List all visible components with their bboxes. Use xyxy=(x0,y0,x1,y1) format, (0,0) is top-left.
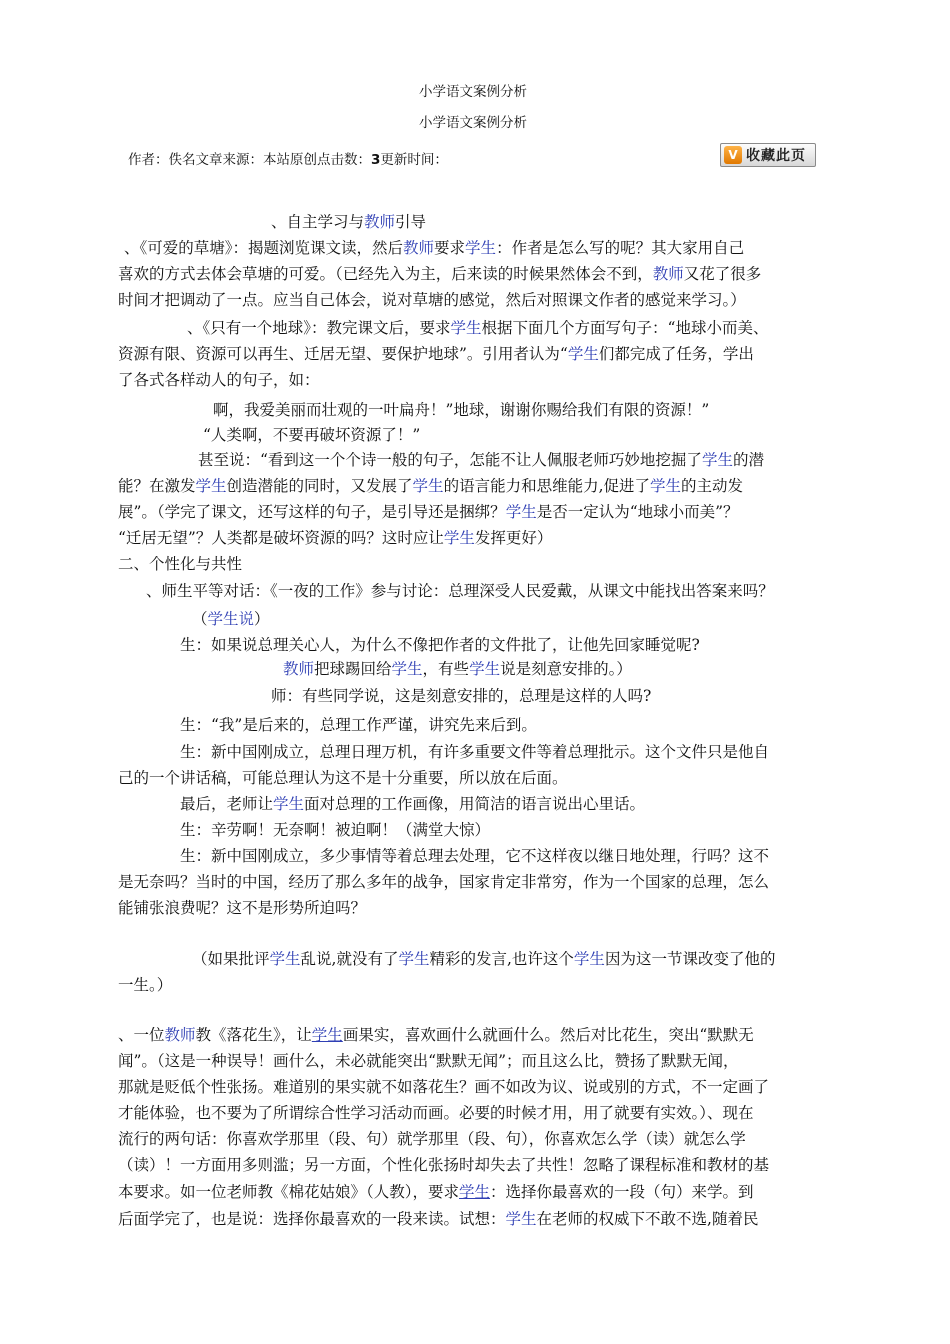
paragraph-line: 那就是贬低个性张扬。难道别的果实就不如落花生？画不如改为议、说或别的方式，不一定画了 xyxy=(118,1078,770,1096)
paragraph-line: 喜欢的方式去体会草塘的可爱。（已经先入为主，后来读的时候果然体会不到，教师又花了很多 xyxy=(118,265,762,283)
keyword-student: 学生 xyxy=(412,477,444,495)
keyword-student: 学生 xyxy=(567,345,599,363)
dialogue-line: 能铺张浪费呢？这不是形势所迫吗？ xyxy=(118,899,367,917)
quote-line: “人类啊，不要再破坏资源了！” xyxy=(203,426,421,444)
heading-text: 、自主学习与 xyxy=(271,213,365,231)
dialogue-line: 生：新中国刚成立，总理日理万机，有许多重要文件等着总理批示。这个文件只是他自 xyxy=(180,743,770,761)
dialogue-line: 生：辛劳啊！无奈啊！被迫啊！（满堂大惊） xyxy=(180,821,491,839)
paragraph-line: 、《只有一个地球》：教完课文后，要求学生根据下面几个方面写句子：“地球小而美、 xyxy=(187,319,769,337)
keyword-student: 学生 xyxy=(650,477,682,495)
paragraph-line: 时间才把调动了一点。应当自己体会，说对草塘的感觉，然后对照课文作者的感觉来学习。） xyxy=(118,291,746,309)
bookmark-label: 收藏此页 xyxy=(746,148,806,164)
paragraph-line: 、师生平等对话：《一夜的工作》参与讨论：总理深受人民爱戴，从课文中能找出答案来吗？ xyxy=(146,582,774,600)
meta-update: 更新时间： xyxy=(380,152,448,168)
student-link[interactable]: 学生 xyxy=(459,1183,491,1201)
article-meta xyxy=(128,154,448,168)
doc-title: 小学语文案例分析 xyxy=(419,84,527,100)
dialogue-line: 生：如果说总理关心人，为什么不像把作者的文件批了，让他先回家睡觉呢? xyxy=(180,636,700,654)
keyword-teacher: 教师 xyxy=(652,265,684,283)
keyword-student: 学生 xyxy=(269,950,301,968)
bookmark-v-icon: V xyxy=(724,146,742,164)
quote-line: 啊，我爱美丽而壮观的一叶扁舟！”地球，谢谢你赐给我们有限的资源！” xyxy=(213,401,710,419)
keyword-student: 学生 xyxy=(505,503,537,521)
keyword-student: 学生 xyxy=(465,239,497,257)
keyword-student: 学生 xyxy=(505,1210,537,1228)
keyword-student: 学生 xyxy=(195,477,227,495)
paragraph-line: （如果批评学生乱说,就没有了学生精彩的发言,也许这个学生因为这一节课改变了他的 xyxy=(192,950,776,968)
heading-text: 引导 xyxy=(395,213,427,231)
paragraph-line: 教师把球踢回给学生，有些学生说是刻意安排的。） xyxy=(283,660,632,678)
keyword-student: 学生 xyxy=(450,319,482,337)
dialogue-line: 生：“我”是后来的，总理工作严谨，讲究先来后到。 xyxy=(180,716,537,734)
paragraph-line: 一生。） xyxy=(118,976,173,994)
keyword-student: 学生 xyxy=(398,950,430,968)
dialogue-line: 生：新中国刚成立，多少事情等着总理去处理，它不这样夜以继日地处理，行吗？这不 xyxy=(180,847,770,865)
keyword-student: 学生 xyxy=(391,660,423,678)
dialogue-line: 是无奈吗？当时的中国，经历了那么多年的战争，国家肯定非常穷，作为一个国家的总理，怎么 xyxy=(118,873,770,891)
paragraph-line: 、《可爱的草塘》：揭题浏览课文读，然后教师要求学生：作者是怎么写的呢？其大家用自己 xyxy=(124,239,745,257)
keyword-student: 学生 xyxy=(701,451,733,469)
keyword-student: 学生 xyxy=(469,660,501,678)
section-heading: 二、个性化与共性 xyxy=(118,555,243,573)
paragraph-line: 资源有限、资源可以再生、迁居无望、要保护地球”。引用者认为“学生们都完成了任务，学出 xyxy=(118,345,754,363)
keyword-student: 学生 xyxy=(573,950,605,968)
paragraph-line: 能？在激发学生创造潜能的同时，又发展了学生的语言能力和思维能力,促进了学生的主动发 xyxy=(118,477,744,495)
student-link[interactable]: 学生 xyxy=(311,1026,343,1044)
keyword-teacher: 教师 xyxy=(164,1026,196,1044)
bookmark-page-button[interactable] xyxy=(720,143,816,167)
paragraph-line: 甚至说：“看到这一个个诗一般的句子，怎能不让人佩服老师巧妙地挖掘了学生的潜 xyxy=(198,451,764,469)
dialogue-line: 己的一个讲话稿，可能总理认为这不是十分重要，所以放在后面。 xyxy=(118,769,568,787)
paragraph-line: （学生说） xyxy=(192,610,270,628)
keyword-student-say: 学生说 xyxy=(207,610,255,628)
section-heading xyxy=(271,215,426,231)
paragraph-line: 最后，老师让学生面对总理的工作画像，用简洁的语言说出心里话。 xyxy=(180,795,646,813)
paragraph-line: 闻”。（这是一种误导！画什么，未必就能突出“默默无闻”；而且这么比，赞扬了默默无闻， xyxy=(118,1052,739,1070)
keyword-teacher: 教师 xyxy=(283,660,315,678)
paragraph-line: 展”。（学完了课文，还写这样的句子，是引导还是捆绑？学生是否一定认为“地球小而美”？ xyxy=(118,503,739,521)
paragraph-line: 、一位教师教《落花生》，让学生画果实，喜欢画什么就画什么。然后对比花生，突出“默默无 xyxy=(118,1026,754,1044)
meta-text: 作者：佚名文章来源：本站原创点击数： xyxy=(128,152,371,168)
keyword-teacher: 教师 xyxy=(364,213,396,231)
dialogue-line: 师：有些同学说，这是刻意安排的，总理是这样的人吗? xyxy=(271,687,652,705)
paragraph-line: 流行的两句话：你喜欢学那里（段、句）就学那里（段、句），你喜欢怎么学（读）就怎么学 xyxy=(118,1130,746,1148)
paragraph-line: 了各式各样动人的句子，如： xyxy=(118,371,320,389)
paragraph-line: 后面学完了，也是说：选择你最喜欢的一段来读。试想：学生在老师的权威下不敢不选,随着民 xyxy=(118,1210,759,1228)
keyword-student: 学生 xyxy=(443,529,475,547)
keyword-teacher: 教师 xyxy=(403,239,435,257)
doc-subtitle: 小学语文案例分析 xyxy=(419,115,527,131)
paragraph-line: 才能体验，也不要为了所谓综合性学习活动而画。必要的时候才用，用了就要有实效。）、现在 xyxy=(118,1104,754,1122)
paragraph-line: “迁居无望”？人类都是破坏资源的吗？这时应让学生发挥更好） xyxy=(118,529,553,547)
click-count: 3 xyxy=(371,152,381,168)
paragraph-line: （读）！一方面用多则滥；另一方面，个性化张扬时却失去了共性！忽略了课程标准和教材的基 xyxy=(118,1156,770,1174)
keyword-student: 学生 xyxy=(273,795,305,813)
paragraph-line: 本要求。如一位老师教《棉花姑娘》（人教），要求学生：选择你最喜欢的一段（句）来学。到 xyxy=(118,1183,754,1201)
